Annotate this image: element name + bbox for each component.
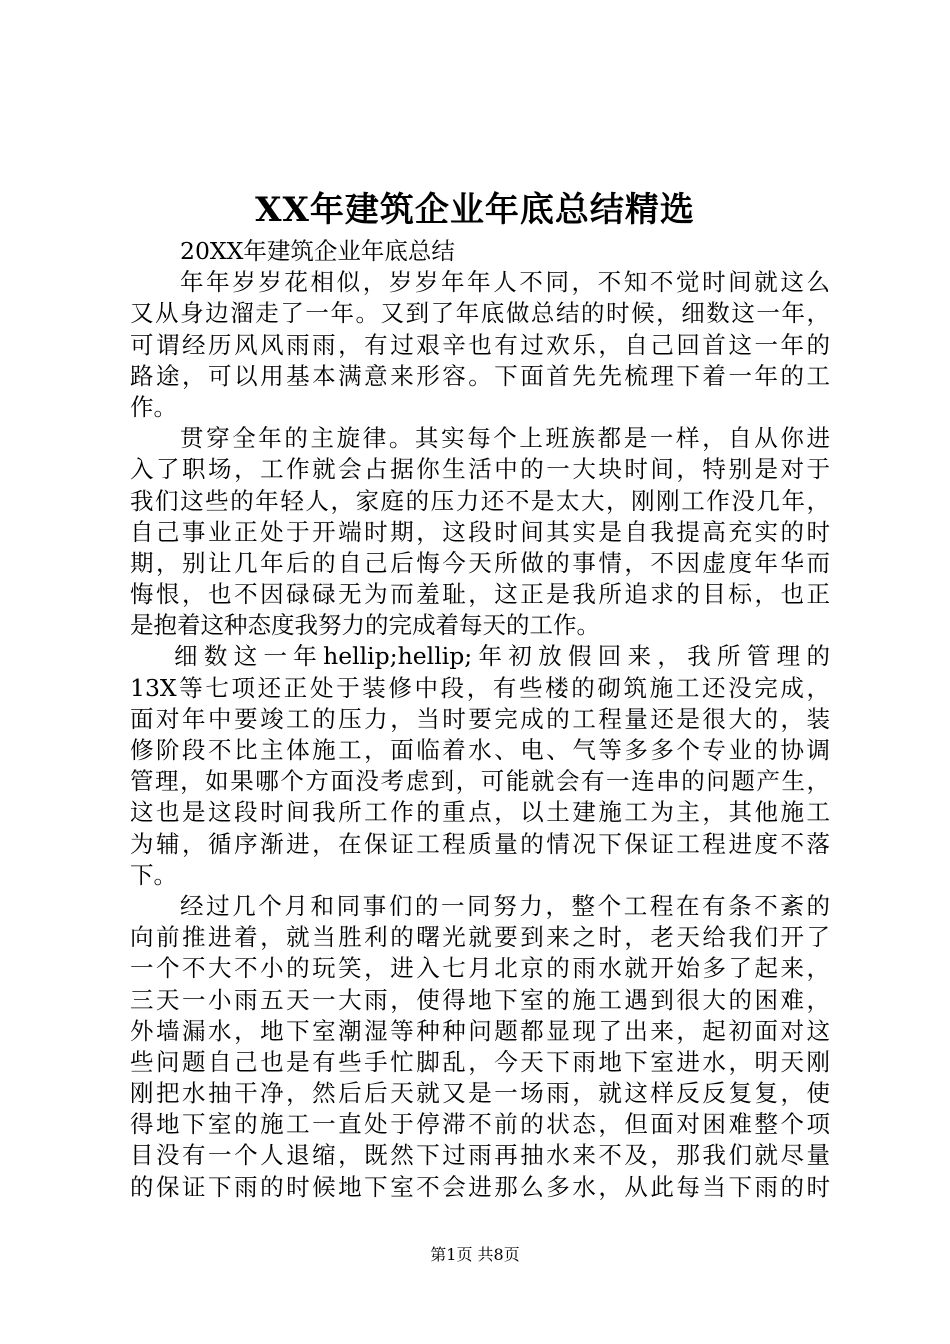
text-line: 刚把水抽干净，然后后天就又是一场雨，就这样反反复复，使 bbox=[130, 1079, 830, 1108]
text-line: 的保证下雨的时候地下室不会进那么多水，从此每当下雨的时 bbox=[130, 1172, 830, 1201]
text-line: 管理，如果哪个方面没考虑到，可能就会有一连串的问题产生， bbox=[130, 767, 830, 796]
text-line: 面对年中要竣工的压力，当时要完成的工程量还是很大的，装 bbox=[130, 704, 830, 733]
text-line: 贯穿全年的主旋律。其实每个上班族都是一样，自从你进 bbox=[180, 424, 830, 453]
document-subtitle: 20XX年建筑企业年底总结 bbox=[180, 237, 455, 265]
text-line: 下。 bbox=[130, 860, 177, 889]
text-line: 这也是这段时间我所工作的重点，以土建施工为主，其他施工 bbox=[130, 798, 830, 827]
text-line: 期，别让几年后的自己后悔今天所做的事情，不因虚度年华而 bbox=[130, 548, 830, 577]
text-line: 自己事业正处于开端时期，这段时间其实是自我提高充实的时 bbox=[130, 517, 830, 546]
text-line: 13X等七项还正处于装修中段，有些楼的砌筑施工还没完成， bbox=[130, 673, 830, 702]
text-line: 目没有一个人退缩，既然下过雨再抽水来不及，那我们就尽量 bbox=[130, 1141, 830, 1170]
text-line: 又从身边溜走了一年。又到了年底做总结的时候，细数这一年， bbox=[130, 299, 830, 328]
document-body bbox=[130, 236, 830, 1203]
text-line: 些问题自己也是有些手忙脚乱，今天下雨地下室进水，明天刚 bbox=[130, 1047, 830, 1076]
text-line: 悔恨，也不因碌碌无为而羞耻，这正是我所追求的目标，也正 bbox=[130, 580, 830, 609]
text-line: 我们这些的年轻人，家庭的压力还不是太大，刚刚工作没几年， bbox=[130, 486, 830, 515]
text-line: 向前推进着，就当胜利的曙光就要到来之时，老天给我们开了 bbox=[130, 923, 830, 952]
text-line: 路途，可以用基本满意来形容。下面首先先梳理下着一年的工 bbox=[130, 361, 830, 390]
text-line: 年年岁岁花相似，岁岁年年人不同，不知不觉时间就这么 bbox=[180, 268, 830, 297]
text-line: 入了职场，工作就会占据你生活中的一大块时间，特别是对于 bbox=[130, 455, 830, 484]
text-line: 为辅，循序渐进，在保证工程质量的情况下保证工程进度不落 bbox=[130, 829, 830, 858]
text-line: 得地下室的施工一直处于停滞不前的状态，但面对困难整个项 bbox=[130, 1110, 830, 1139]
document-title: XX年建筑企业年底总结精选 bbox=[255, 190, 695, 230]
page-footer: 第1页 共8页 bbox=[430, 1245, 520, 1264]
text-line: 细数这一年hellip;hellip;年初放假回来，我所管理的 bbox=[174, 642, 830, 671]
text-line: 一个不大不小的玩笑，进入七月北京的雨水就开始多了起来， bbox=[130, 954, 830, 983]
text-line: 修阶段不比主体施工，面临着水、电、气等多多个专业的协调 bbox=[130, 736, 830, 764]
text-line: 是抱着这种态度我努力的完成着每天的工作。 bbox=[130, 611, 600, 640]
text-line: 作。 bbox=[130, 392, 177, 421]
text-line: 经过几个月和同事们的一同努力，整个工程在有条不紊的 bbox=[180, 891, 830, 920]
text-line: 外墙漏水，地下室潮湿等种种问题都显现了出来，起初面对这 bbox=[130, 1016, 830, 1045]
text-line: 三天一小雨五天一大雨，使得地下室的施工遇到很大的困难， bbox=[130, 985, 830, 1014]
text-line: 可谓经历风风雨雨，有过艰辛也有过欢乐，自己回首这一年的 bbox=[130, 330, 830, 359]
